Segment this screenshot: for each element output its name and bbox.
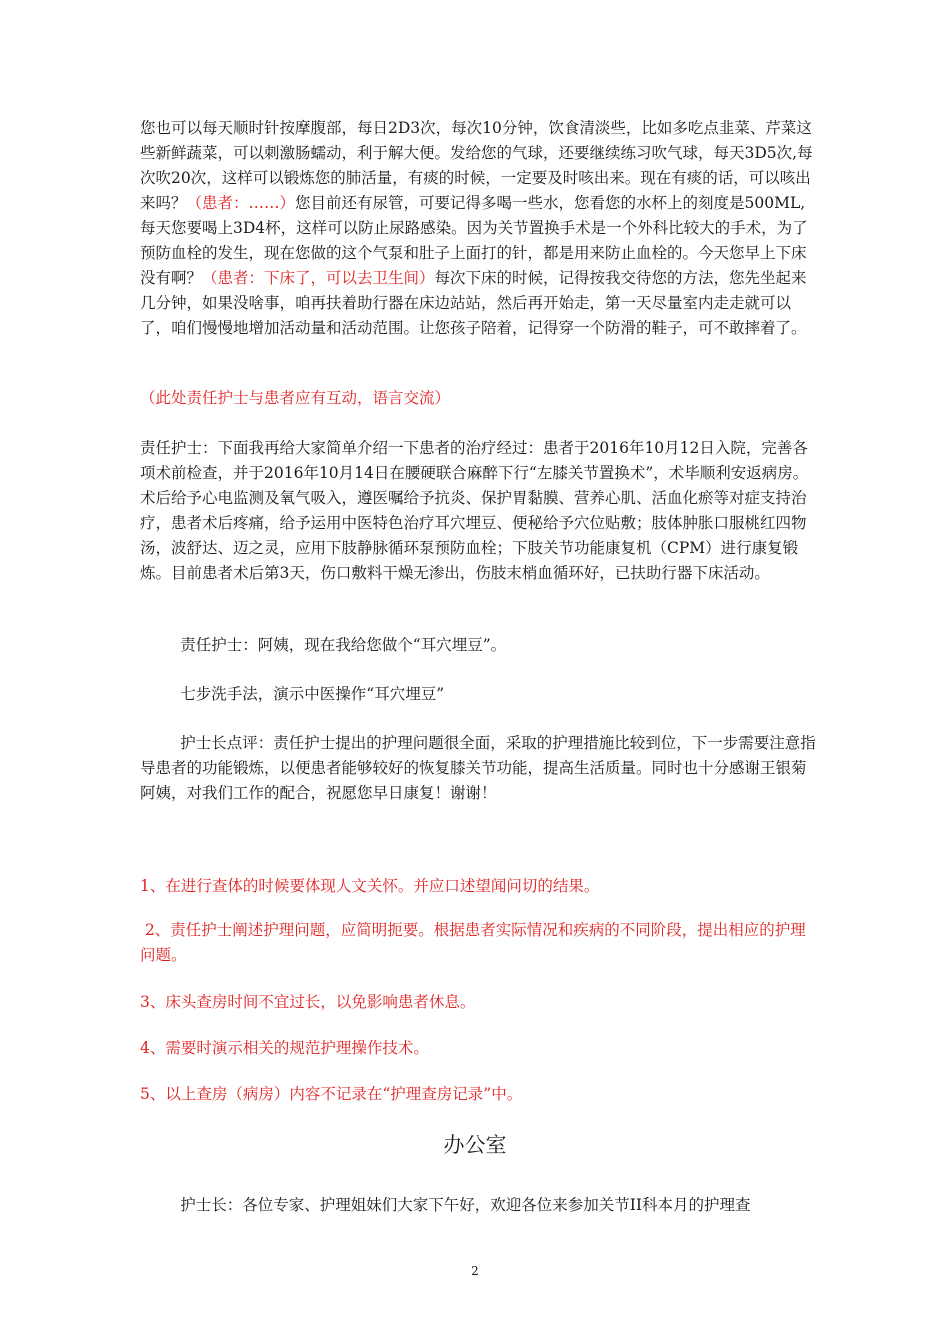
page-number: 2 <box>471 1264 479 1278</box>
paragraph-head-nurse-welcome: 护士长：各位专家、护理姐妹们大家下午好，欢迎各位来参加关节II科本月的护理查 <box>180 1196 751 1214</box>
interaction-note: （此处责任护士与患者应有互动，语言交流） <box>140 389 451 407</box>
point-1: 1、在进行查体的时候要体现人文关怀。并应口述望闻问切的结果。 <box>140 877 600 895</box>
section-heading-office: 办公室 <box>443 1133 507 1157</box>
point-2: 2、责任护士阐述护理问题，应简明扼要。根据患者实际情况和疾病的不同阶段，提出相应的护理问题。 <box>140 921 806 964</box>
paragraph-nursing-advice <box>140 116 820 341</box>
advice-text-1: 您也可以每天顺时针按摩腹部，每日2D3次，每次10分钟，饮食清淡些，比如多吃点韭菜、芹菜这些新鲜蔬菜，可以刺激肠蠕动，利于解大便。发给您的气球，还要继续练习吹气球，每天3D5次,每次吹20次，这样可以锻炼您的肺活量，有痰的时候，一定要及时咳出来。现在有痰的话，可以咳出来吗？ <box>140 119 813 212</box>
advice-text-2: 您目前还有尿管，可要记得多喝一些水，您看您的水杯上的刻度是500ML,每天您要喝上3D4杯，这样可以防止尿路感染。因为关节置换手术是一个外科比较大的手术，为了预防血栓的发生，现在您做的这个气泵和肚子上面打的针，都是用来防止血栓的。今天您早上下床没有啊？ <box>140 194 808 287</box>
patient-reply-1: （患者：……） <box>186 194 296 212</box>
advice-text-3: 每次下床的时候，记得按我交待您的方法，您先坐起来几分钟，如果没啥事，咱再扶着助行器在床边站站，然后再开始走，第一天尽量室内走走就可以了，咱们慢慢地增加活动量和活动范围。让您孩子陪着，记得穿一个防滑的鞋子，可不敢摔着了。 <box>140 269 807 337</box>
paragraph-handwashing-demo: 七步洗手法，演示中医操作“耳穴埋豆” <box>180 685 445 703</box>
paragraph-treatment-history: 责任护士：下面我再给大家简单介绍一下患者的治疗经过：患者于2016年10月12日入院，完善各项术前检查，并于2016年10月14日在腰硬联合麻醉下行“左膝关节置换术”，术毕顺利安返病房。术后给予心电监测及氧气吸入，遵医嘱给予抗炎、保护胃黏膜、营养心肌、活血化瘀等对症支持治疗，患者术后疼痛，给予运用中医特色治疗耳穴埋豆、便秘给予穴位贴敷；肢体肿胀口服桃红四物汤，波舒达、迈之灵，应用下肢静脉循环泵预防血栓；下肢关节功能康复机（CPM）进行康复锻炼。目前患者术后第3天，伤口敷料干燥无渗出，伤肢末梢血循环好，已扶助行器下床活动。 <box>140 439 809 582</box>
point-4: 4、需要时演示相关的规范护理操作技术。 <box>140 1039 429 1057</box>
paragraph-head-nurse-comment: 护士长点评：责任护士提出的护理问题很全面，采取的护理措施比较到位，下一步需要注意指导患者的功能锻炼，以便患者能够较好的恢复膝关节功能，提高生活质量。同时也十分感谢王银菊阿姨，对我们工作的配合，祝愿您早日康复！谢谢！ <box>140 734 816 802</box>
paragraph-ear-acupoint: 责任护士：阿姨，现在我给您做个“耳穴埋豆”。 <box>180 636 507 654</box>
patient-reply-2: （患者：下床了，可以去卫生间） <box>202 269 435 287</box>
point-3: 3、床头查房时间不宜过长，以免影响患者休息。 <box>140 993 476 1011</box>
point-5: 5、以上查房（病房）内容不记录在“护理查房记录”中。 <box>140 1085 523 1103</box>
